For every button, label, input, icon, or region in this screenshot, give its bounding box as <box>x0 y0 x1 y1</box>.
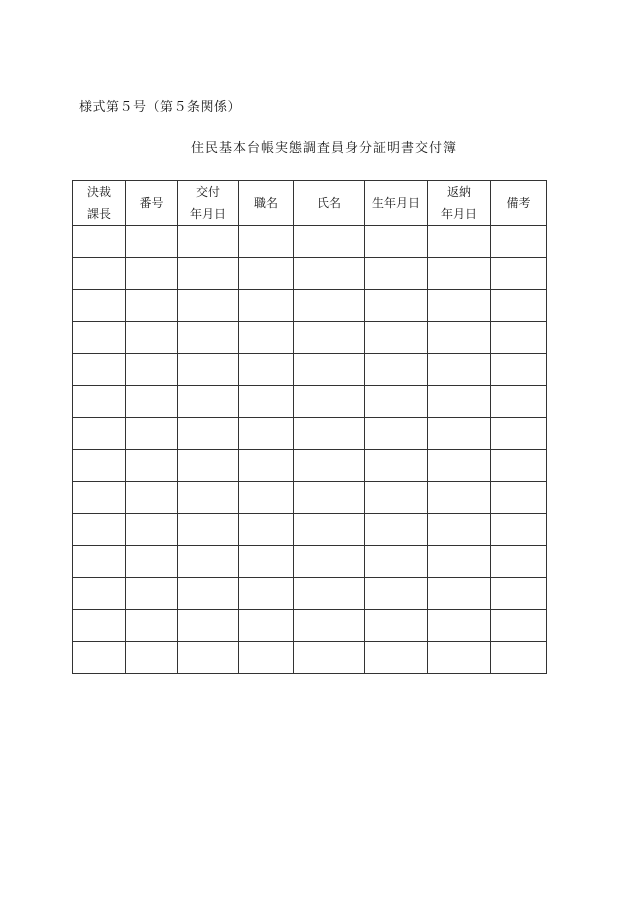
table-cell[interactable] <box>126 610 178 642</box>
table-cell[interactable] <box>239 642 294 674</box>
table-cell[interactable] <box>178 386 239 418</box>
table-cell[interactable] <box>73 226 126 258</box>
table-cell[interactable] <box>239 322 294 354</box>
table-cell[interactable] <box>365 258 428 290</box>
header-number <box>126 181 178 226</box>
header-issue-date <box>178 181 239 226</box>
table-cell[interactable] <box>428 546 491 578</box>
table-row <box>73 514 547 546</box>
table-cell[interactable] <box>239 258 294 290</box>
header-issue-date-line-1: 交付 <box>195 185 220 199</box>
header-number-label: 番号 <box>139 196 164 210</box>
table-cell[interactable] <box>178 514 239 546</box>
table-cell[interactable] <box>239 290 294 322</box>
table-cell[interactable] <box>491 258 547 290</box>
document-title: 住民基本台帳実態調査員身分証明書交付簿 <box>190 141 457 156</box>
table-cell[interactable] <box>491 546 547 578</box>
issuance-register-table <box>72 180 547 674</box>
table-cell[interactable] <box>73 514 126 546</box>
table-row <box>73 322 547 354</box>
table-row <box>73 450 547 482</box>
header-approval-section-chief <box>73 181 126 226</box>
table-cell[interactable] <box>365 642 428 674</box>
table-cell[interactable] <box>491 482 547 514</box>
header-remarks <box>491 181 547 226</box>
table-cell[interactable] <box>491 418 547 450</box>
table-cell[interactable] <box>428 386 491 418</box>
header-row <box>73 181 547 226</box>
table-cell[interactable] <box>239 450 294 482</box>
table-cell[interactable] <box>178 450 239 482</box>
table-cell[interactable] <box>126 450 178 482</box>
table-cell[interactable] <box>428 322 491 354</box>
table-row <box>73 258 547 290</box>
table-cell[interactable] <box>294 450 365 482</box>
table-cell[interactable] <box>365 354 428 386</box>
table-cell[interactable] <box>428 258 491 290</box>
table-row <box>73 482 547 514</box>
table-cell[interactable] <box>428 418 491 450</box>
table-cell[interactable] <box>73 482 126 514</box>
table-cell[interactable] <box>294 322 365 354</box>
header-job-title-label: 職名 <box>253 196 278 210</box>
table-cell[interactable] <box>73 418 126 450</box>
table-cell[interactable] <box>491 610 547 642</box>
table-cell[interactable] <box>491 642 547 674</box>
table-cell[interactable] <box>365 386 428 418</box>
table-cell[interactable] <box>73 290 126 322</box>
header-full-name <box>294 181 365 226</box>
table-cell[interactable] <box>365 514 428 546</box>
table-cell[interactable] <box>294 642 365 674</box>
table-cell[interactable] <box>294 578 365 610</box>
table-row <box>73 386 547 418</box>
table-cell[interactable] <box>428 482 491 514</box>
header-birth-date-label: 生年月日 <box>371 196 420 210</box>
table-row <box>73 642 547 674</box>
header-return-date-line-1: 返納 <box>446 185 471 199</box>
table-cell[interactable] <box>239 514 294 546</box>
table-row <box>73 354 547 386</box>
table-cell[interactable] <box>178 482 239 514</box>
table-cell[interactable] <box>365 322 428 354</box>
table-cell[interactable] <box>178 354 239 386</box>
table-cell[interactable] <box>178 642 239 674</box>
table-cell[interactable] <box>428 226 491 258</box>
table-cell[interactable] <box>491 290 547 322</box>
table-cell[interactable] <box>294 546 365 578</box>
table-cell[interactable] <box>428 450 491 482</box>
table-cell[interactable] <box>73 642 126 674</box>
table-cell[interactable] <box>491 386 547 418</box>
table-cell[interactable] <box>73 258 126 290</box>
header-approval-line-2: 課長 <box>86 207 111 221</box>
table-cell[interactable] <box>126 322 178 354</box>
table-cell[interactable] <box>73 610 126 642</box>
table-cell[interactable] <box>239 610 294 642</box>
register-body <box>73 226 547 674</box>
table-cell[interactable] <box>491 450 547 482</box>
table-cell[interactable] <box>294 610 365 642</box>
table-cell[interactable] <box>365 610 428 642</box>
table-cell[interactable] <box>126 354 178 386</box>
header-full-name-label: 氏名 <box>316 196 341 210</box>
table-cell[interactable] <box>126 546 178 578</box>
header-return-date-line-2: 年月日 <box>440 207 477 221</box>
table-cell[interactable] <box>239 578 294 610</box>
table-cell[interactable] <box>178 418 239 450</box>
form-number: 様式第５号（第５条関係） <box>79 100 242 115</box>
table-cell[interactable] <box>365 290 428 322</box>
table-cell[interactable] <box>178 578 239 610</box>
header-issue-date-line-2: 年月日 <box>189 207 226 221</box>
table-cell[interactable] <box>365 546 428 578</box>
table-cell[interactable] <box>126 386 178 418</box>
table-cell[interactable] <box>73 322 126 354</box>
table-cell[interactable] <box>178 226 239 258</box>
table-cell[interactable] <box>239 482 294 514</box>
table-cell[interactable] <box>491 354 547 386</box>
table-cell[interactable] <box>428 610 491 642</box>
table-cell[interactable] <box>294 482 365 514</box>
table-cell[interactable] <box>73 578 126 610</box>
table-cell[interactable] <box>294 226 365 258</box>
table-cell[interactable] <box>365 418 428 450</box>
table-cell[interactable] <box>126 418 178 450</box>
table-cell[interactable] <box>73 546 126 578</box>
table-cell[interactable] <box>126 258 178 290</box>
table-cell[interactable] <box>178 258 239 290</box>
table-cell[interactable] <box>365 578 428 610</box>
table-cell[interactable] <box>428 290 491 322</box>
table-cell[interactable] <box>365 450 428 482</box>
table-cell[interactable] <box>178 546 239 578</box>
table-cell[interactable] <box>294 258 365 290</box>
table-row <box>73 546 547 578</box>
table-cell[interactable] <box>126 482 178 514</box>
table-cell[interactable] <box>294 386 365 418</box>
table-cell[interactable] <box>365 226 428 258</box>
table-cell[interactable] <box>491 322 547 354</box>
table-cell[interactable] <box>126 226 178 258</box>
table-cell[interactable] <box>491 514 547 546</box>
table-cell[interactable] <box>73 354 126 386</box>
table-cell[interactable] <box>294 514 365 546</box>
table-cell[interactable] <box>294 354 365 386</box>
header-return-date <box>428 181 491 226</box>
header-birth-date <box>365 181 428 226</box>
table-cell[interactable] <box>178 322 239 354</box>
table-row <box>73 226 547 258</box>
table-cell[interactable] <box>239 226 294 258</box>
table-cell[interactable] <box>73 386 126 418</box>
table-cell[interactable] <box>126 514 178 546</box>
table-cell[interactable] <box>178 610 239 642</box>
header-remarks-label: 備考 <box>506 196 531 210</box>
table-cell[interactable] <box>491 226 547 258</box>
table-row <box>73 578 547 610</box>
table-cell[interactable] <box>126 578 178 610</box>
table-cell[interactable] <box>365 482 428 514</box>
table-row <box>73 418 547 450</box>
table-cell[interactable] <box>239 386 294 418</box>
table-cell[interactable] <box>73 450 126 482</box>
table-cell[interactable] <box>178 290 239 322</box>
table-cell[interactable] <box>428 578 491 610</box>
table-cell[interactable] <box>294 290 365 322</box>
table-cell[interactable] <box>239 546 294 578</box>
table-row <box>73 610 547 642</box>
table-cell[interactable] <box>239 354 294 386</box>
table-cell[interactable] <box>428 642 491 674</box>
table-cell[interactable] <box>126 642 178 674</box>
header-job-title <box>239 181 294 226</box>
table-cell[interactable] <box>491 578 547 610</box>
table-cell[interactable] <box>239 418 294 450</box>
table-cell[interactable] <box>126 290 178 322</box>
table-cell[interactable] <box>294 418 365 450</box>
table-cell[interactable] <box>428 354 491 386</box>
table-cell[interactable] <box>428 514 491 546</box>
table-row <box>73 290 547 322</box>
header-approval-line-1: 決裁 <box>86 185 111 199</box>
